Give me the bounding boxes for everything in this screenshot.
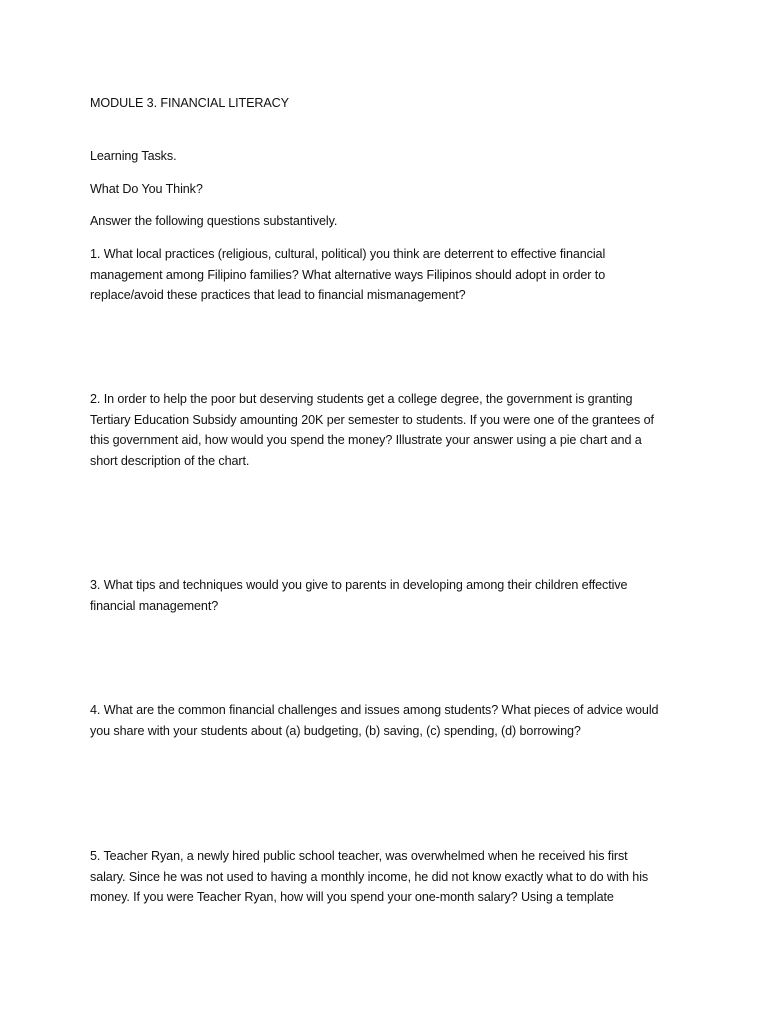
learning-tasks-label: Learning Tasks.	[90, 149, 177, 163]
instruction-text: Answer the following questions substantively.	[90, 214, 338, 228]
question-5-line: 5. Teacher Ryan, a newly hired public school teacher, was overwhelmed when he received his first	[90, 849, 628, 863]
question-3-line: financial management?	[90, 598, 219, 613]
question-2	[90, 389, 680, 471]
section-heading: What Do You Think?	[90, 182, 203, 196]
question-2-line: short description of the chart.	[90, 453, 250, 468]
question-4-line: 4. What are the common financial challenges and issues among students? What pieces of advice would	[90, 703, 659, 717]
question-5-line: money. If you were Teacher Ryan, how will you spend your one-month salary? Using a template	[90, 890, 614, 904]
question-3-line: 3. What tips and techniques would you give to parents in developing among their children effective	[90, 578, 628, 592]
question-1-line: management among Filipino families? What alternative ways Filipinos should adopt in order to	[90, 267, 606, 282]
question-4	[90, 700, 680, 741]
question-1-line: replace/avoid these practices that lead to financial mismanagement?	[90, 288, 466, 302]
question-2-line: Tertiary Education Subsidy amounting 20K per semester to students. If you were one of the grantees of	[90, 412, 654, 427]
question-1	[90, 244, 680, 306]
question-2-line: 2. In order to help the poor but deserving students get a college degree, the government is granting	[90, 392, 633, 406]
module-title: MODULE 3. FINANCIAL LITERACY	[90, 96, 289, 110]
question-2-line: this government aid, how would you spend the money? Illustrate your answer using a pie chart and a	[90, 433, 642, 447]
question-5	[90, 846, 680, 908]
question-1-line: 1. What local practices (religious, cultural, political) you think are deterrent to effective financial	[90, 247, 606, 261]
question-4-line: you share with your students about (a) budgeting, (b) saving, (c) spending, (d) borrowing?	[90, 723, 581, 738]
question-3	[90, 575, 680, 616]
question-5-line: salary. Since he was not used to having a monthly income, he did not know exactly what to do with his	[90, 869, 649, 884]
